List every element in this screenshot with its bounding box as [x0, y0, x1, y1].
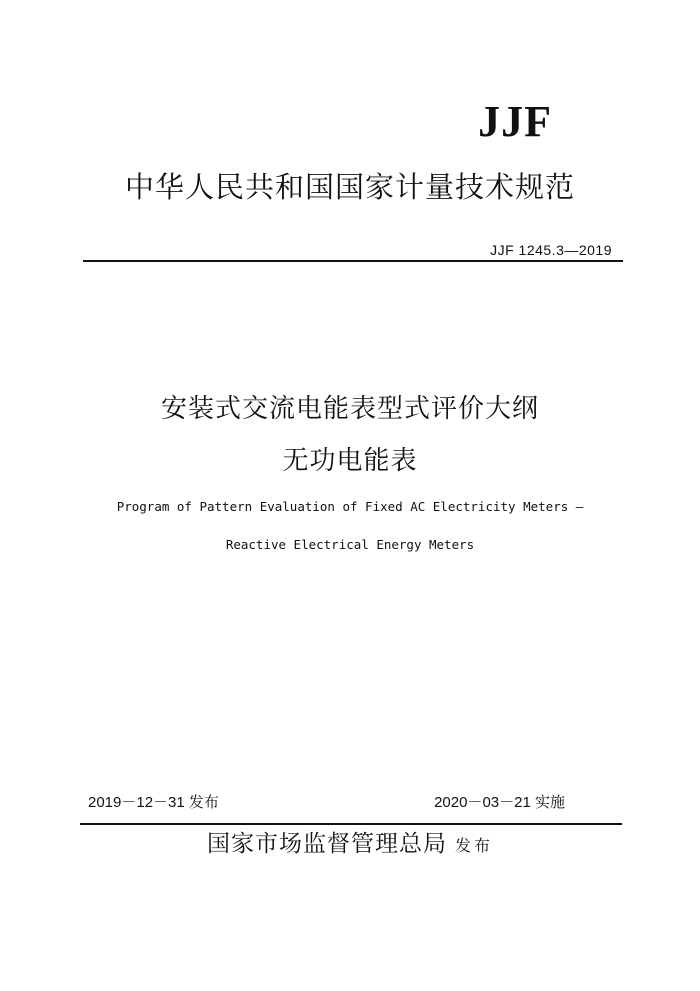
- publisher: [0, 828, 700, 862]
- document-title-cn: 安装式交流电能表型式评价大纲: [160, 394, 539, 424]
- bottom-divider: [80, 823, 622, 825]
- issue-date: 2019－12－31 发布: [88, 794, 219, 811]
- document-subtitle-cn: 无功电能表: [282, 446, 418, 476]
- standard-number: JJF 1245.3—2019: [490, 242, 612, 258]
- document-subtitle-en: Reactive Electrical Energy Meters: [225, 537, 475, 552]
- jjf-logo: JJF: [478, 97, 552, 146]
- document-title-en: Program of Pattern Evaluation of Fixed AC Electricity Meters —: [116, 499, 584, 514]
- issuer-title: 中华人民共和国国家计量技术规范: [124, 170, 575, 204]
- publisher-suffix: 发布: [454, 836, 493, 855]
- implementation-date: 2020－03－21 实施: [434, 794, 565, 811]
- top-divider: [83, 260, 623, 262]
- publisher-name: 国家市场监督管理总局: [206, 831, 447, 857]
